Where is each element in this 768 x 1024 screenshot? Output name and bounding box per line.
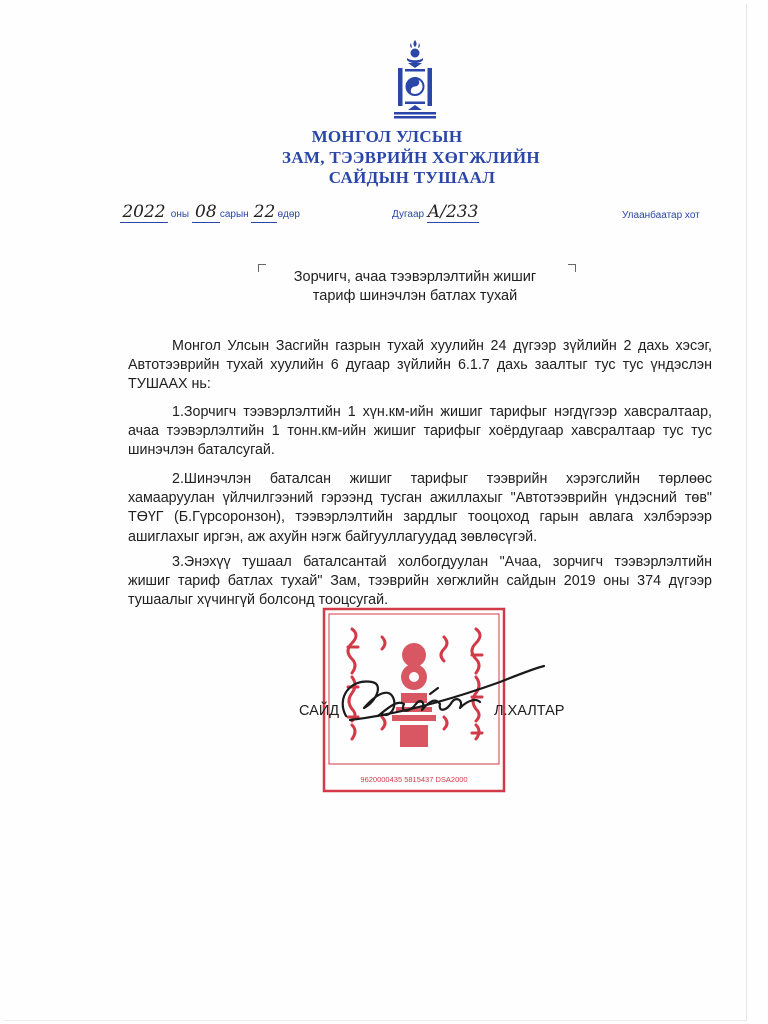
date-day-label: өдөр <box>277 209 300 220</box>
document-number <box>392 202 479 223</box>
number-value: А/233 <box>427 202 479 222</box>
subject-line1: Зорчигч, ачаа тээвэрлэлтийн жишиг <box>293 269 537 285</box>
number-label: Дугаар <box>392 209 425 220</box>
stamp-numbers: 9620000435 5815437 DSA2000 <box>360 775 468 784</box>
signature-title: САЙД <box>299 703 340 719</box>
body-paragraph-preamble: Монгол Улсын Засгийн газрын тухай хуулийн 24 дүгээр зүйлийн 2 дахь хэсэг, Автотээврийн тухай хуулийн 6 дугаар зүйлийн 6.1.7 дахь заалтыг тус тус үндэслэн ТУШААХ нь: <box>128 338 712 393</box>
ministry-header-line1: МОНГОЛ УЛСЫН <box>311 127 463 146</box>
date-month: 08 <box>195 202 217 222</box>
subject-line2: тариф шинэчлэн батлах тухай <box>312 288 518 304</box>
handwritten-signature <box>330 656 550 736</box>
ministry-header-line2: ЗАМ, ТЭЭВРИЙН ХӨГЖЛИЙН <box>282 148 540 167</box>
document-subject <box>270 268 560 306</box>
soyombo-emblem-icon <box>390 38 440 120</box>
date-year: 2022 <box>122 202 166 222</box>
body-paragraph-3: 3.Энэхүү тушаал баталсантай холбогдуулан "Ачаа, зорчигч тээвэрлэлтийн жишиг тариф батлах тухай" Зам, тээврийн хөгжлийн сайдын 2019 оны 374 дүгээр тушаалыг хүчингүй болсонд тооцсугай. <box>128 554 712 609</box>
date-month-label: сарын <box>219 209 249 220</box>
signatory-name: Л.ХАЛТАР <box>494 703 565 719</box>
document-date <box>120 202 300 223</box>
body-paragraph-2: 2.Шинэчлэн баталсан жишиг тарифыг тээврийн хэрэгслийн төрлөөс хамааруулан үйлчилгээний гэрээнд тусган ажиллахыг "Автотээврийн үндэсний төв" ТӨҮГ (Б.Гүрсоронзон), тээвэрлэлтийн зардлыг тооцоход гарын авлага хэлбэрээр ашиглахыг иргэн, аж ахуйн нэгж байгууллагуудад зөвлөсүгэй. <box>128 471 712 545</box>
date-day: 22 <box>253 202 276 222</box>
subject-corner-right <box>568 264 576 272</box>
body-paragraph-1: 1.Зорчигч тээвэрлэлтийн 1 хүн.км-ийн жишиг тарифыг нэгдүгээр хавсралтаар, ачаа тээвэрлэлтийн 1 тонн.км-ийн жишиг тарифыг хоёрдугаар хавсралтаар тус тус шинэчлэн баталсугай. <box>128 404 712 459</box>
subject-corner-left <box>258 264 266 272</box>
ministry-header-line3: САЙДЫН ТУШААЛ <box>328 168 496 187</box>
date-year-label: оны <box>170 209 190 220</box>
document-city: Улаанбаатар хот <box>622 210 700 221</box>
